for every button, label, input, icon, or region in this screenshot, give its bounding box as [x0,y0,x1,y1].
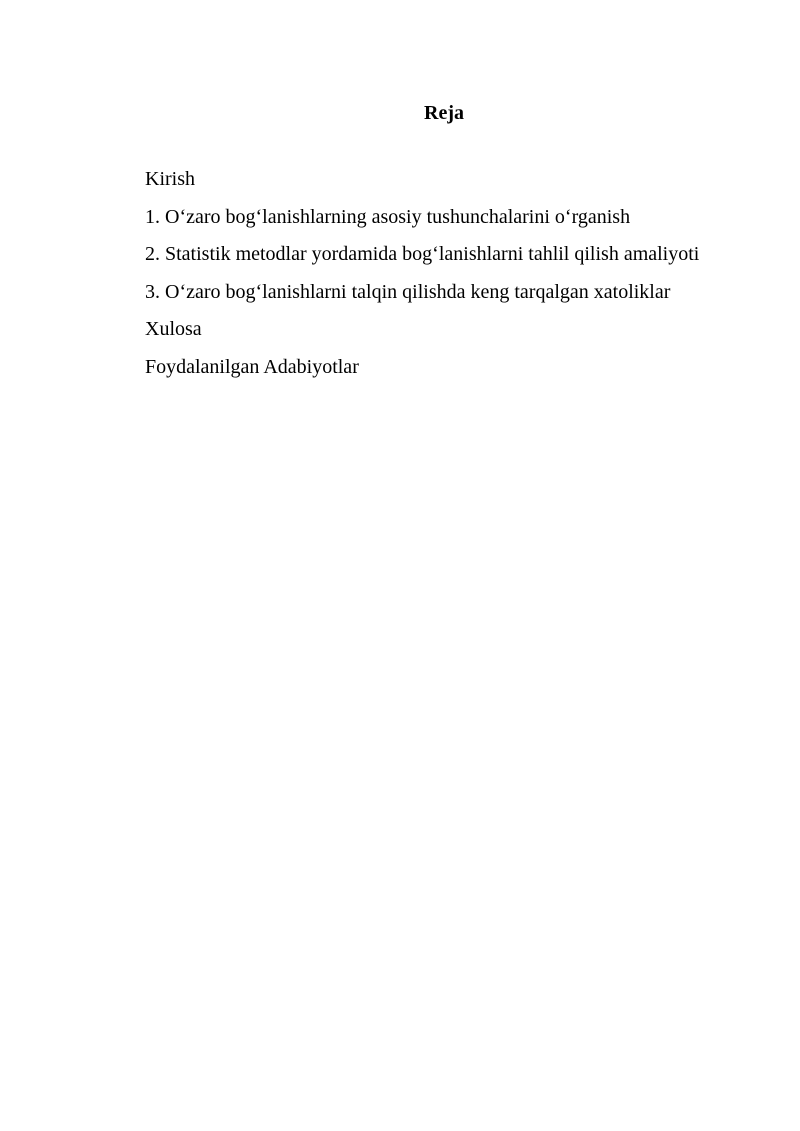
toc-item-chapter-2: 2. Statistik metodlar yordamida bog‘lanishlarni tahlil qilish amaliyoti [145,243,700,265]
table-of-contents [145,161,699,386]
toc-item-introduction: Kirish [145,168,195,190]
toc-item-chapter-3: 3. O‘zaro bog‘lanishlarni talqin qilishda keng tarqalgan xatoliklar [145,280,671,303]
toc-item-conclusion: Xulosa [145,318,202,340]
toc-item-references: Foydalanilgan Adabiyotlar [145,355,359,378]
toc-item-chapter-1: 1. O‘zaro bog‘lanishlarning asosiy tushunchalarini o‘rganish [145,205,631,228]
page-title: Reja [424,102,464,124]
